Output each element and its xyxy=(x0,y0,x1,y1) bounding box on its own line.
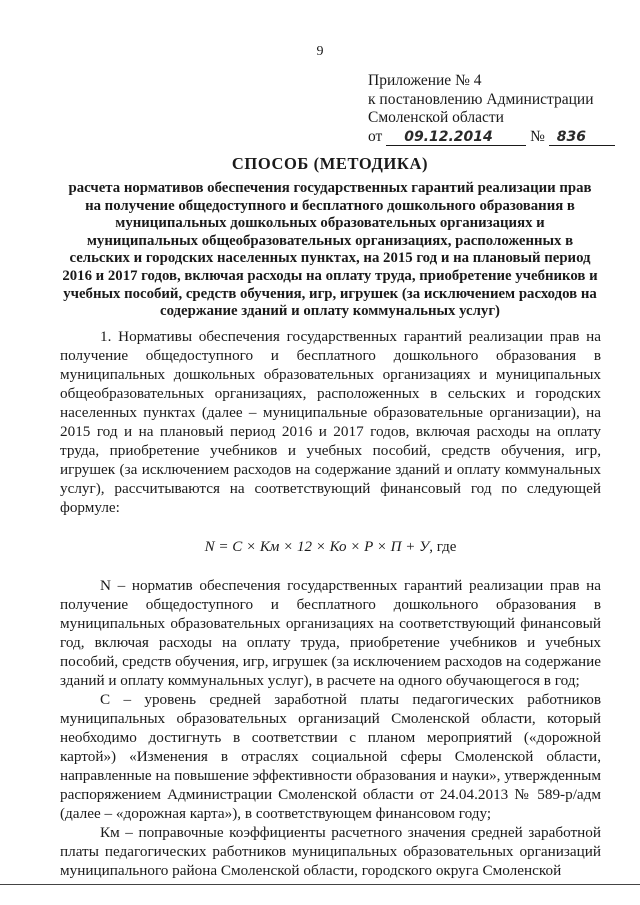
document-title: СПОСОБ (МЕТОДИКА) xyxy=(231,154,429,173)
handwritten-number: 836 xyxy=(556,128,586,145)
document-subtitle: расчета нормативов обеспечения государственных гарантий реализации прав на получение общедоступного и бесплатного дошкольного образования в муниципальных дошкольных образовательных организациях и муниципальных общеобразовательных организациях, расположенных в сельских и городских населенных пунктах, на 2015 год и на плановый период 2016 и 2017 годов, включая расходы на оплату труда, приобретение учебников и учебных пособий, средств обучения, игр, игрушек (за исключением расходов на содержание зданий и оплату коммунальных услуг) xyxy=(62,180,598,320)
annex-reference: к постановлению Администрации xyxy=(368,90,594,108)
paragraph-1: 1. Нормативы обеспечения государственных гарантий реализации прав на получение общедоступного и бесплатного дошкольного образования в муниципальных дошкольных образовательных организациях и муниципальных общеобразовательных организациях, расположенных в сельских и городских населенных пунктах (далее – муниципальные образовательные организации), на 2015 год и на плановый период 2016 и 2017 годов, включая расходы на оплату труда, приобретение учебников и учебных пособий, средств обучения, игр, игрушек (за исключением расходов на содержание зданий и оплату коммунальных услуг), рассчитываются на соответствующий финансовый год по следующей формуле: xyxy=(60,328,601,516)
document-title-block xyxy=(60,154,600,321)
paragraph-n-definition: N – норматив обеспечения государственных гарантий реализации прав на получение общедоступного и бесплатного дошкольного образования в муниципальных образовательных организациях на соответствующий финансовый год, включая расходы на оплату труда, приобретение учебников и учебных пособий, средств обучения, игр, игрушек (за исключением расходов на содержание зданий и оплату коммунальных услуг), в расчете на одного обучающегося в год; xyxy=(60,577,601,689)
annex-title: Приложение № 4 xyxy=(368,72,482,89)
date-field xyxy=(386,129,526,146)
paragraph-c-definition: С – уровень средней заработной платы педагогических работников муниципальных образовательных организаций Смоленской области, который необходимо достигнуть в соответствии с планом мероприятий («дорожной картой») «Изменения в отраслях социальной сферы Смоленской области, направленные на повышение эффективности образования и науки», утвержденным распоряжением Администрации Смоленской области от 24.04.2013 № 589-р/адм (далее – «дорожная карта»), в соответствующем финансовом году; xyxy=(60,691,601,822)
bottom-scan-edge xyxy=(0,884,640,885)
number-prefix: № xyxy=(530,127,545,145)
formula-expression: N = C × Км × 12 × Ко × P × П + У xyxy=(204,539,430,555)
paragraph-km-definition: Км – поправочные коэффициенты расчетного значения средней заработной платы педагогических работников муниципальных образовательных организаций муниципального района Смоленской области, городского округа Смоленской xyxy=(60,824,601,879)
formula xyxy=(60,538,601,557)
handwritten-date: 09.12.2014 xyxy=(404,128,493,145)
annex-date-line xyxy=(368,128,615,147)
date-prefix: от xyxy=(368,127,383,145)
annex-block xyxy=(368,72,615,146)
document-body xyxy=(60,327,601,880)
formula-tail: , где xyxy=(429,539,457,555)
number-field xyxy=(549,129,615,146)
page-number: 9 xyxy=(316,44,324,59)
annex-region: Смоленской области xyxy=(368,109,504,126)
